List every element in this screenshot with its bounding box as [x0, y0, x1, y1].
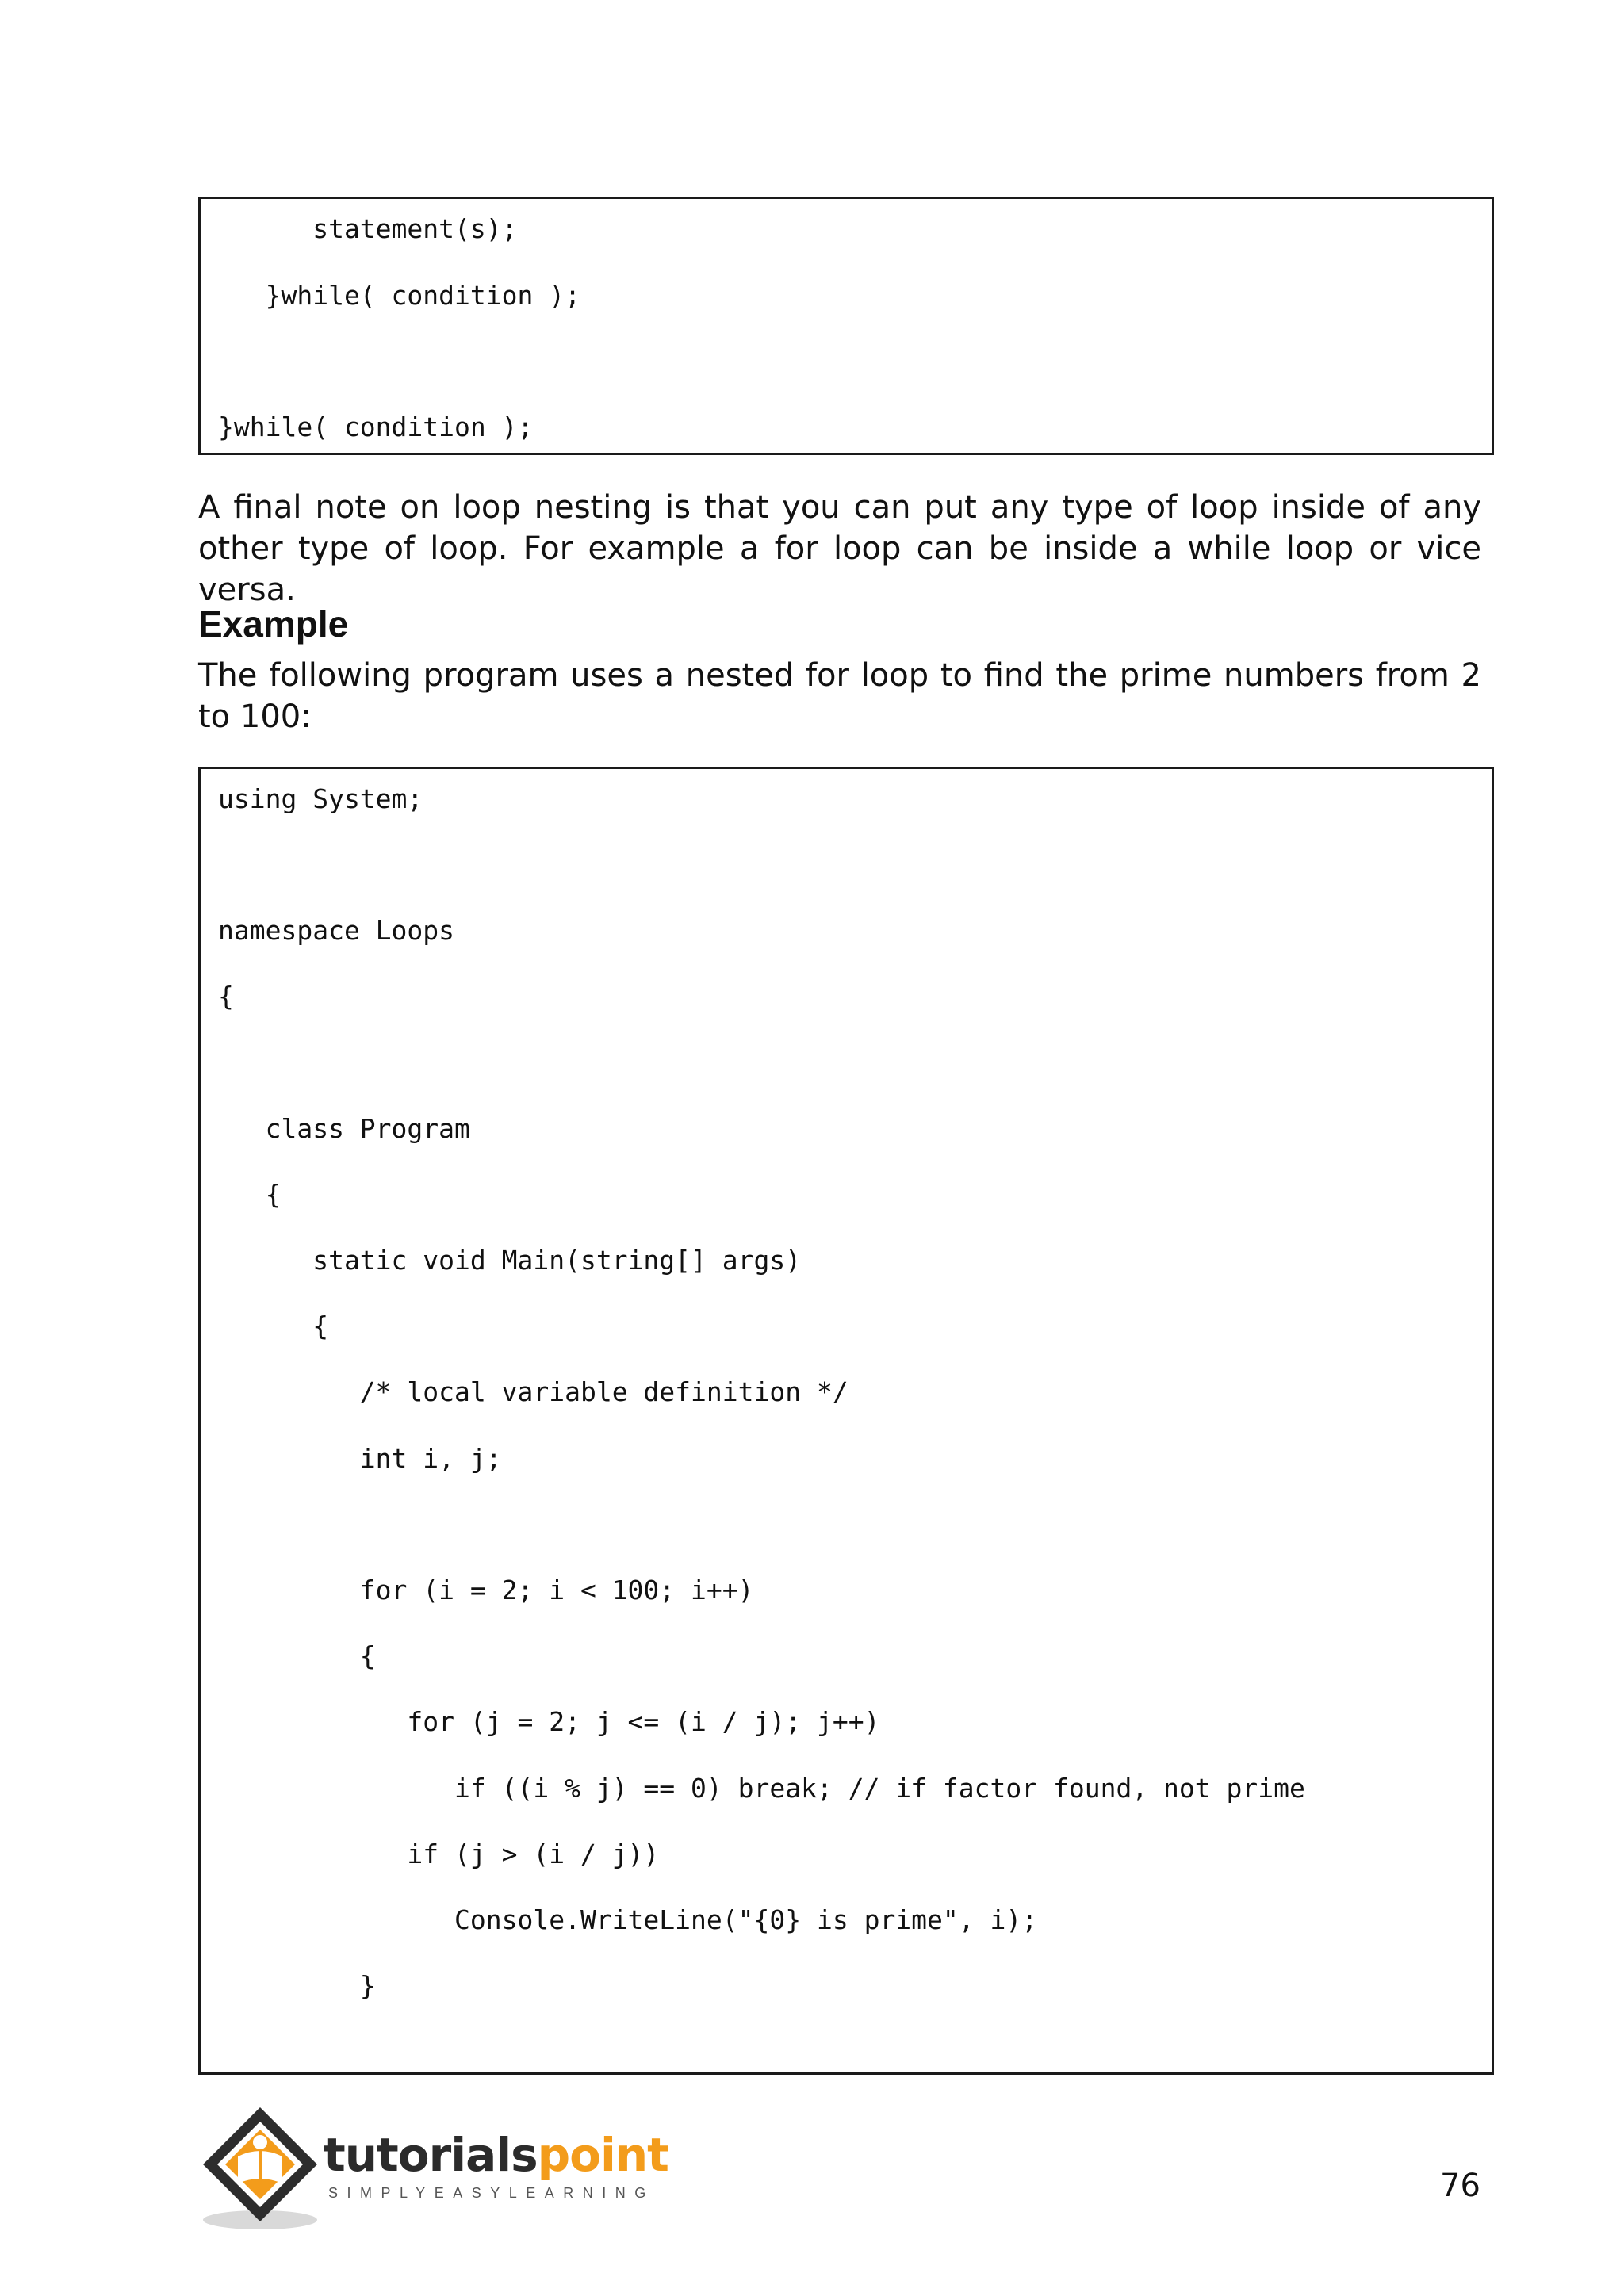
logo-text-accent: point: [537, 2128, 668, 2182]
code-line: }while( condition );: [218, 411, 534, 442]
logo-tagline: SIMPLYEASYLEARNING: [328, 2185, 655, 2201]
code-line: static void Main(string[] args): [218, 1245, 802, 1276]
code-line: }: [218, 1970, 376, 2001]
logo-wordmark: [324, 2130, 668, 2180]
code-line: int i, j;: [218, 1443, 502, 1474]
note-paragraph: A final note on loop nesting is that you can put any type of loop inside of any other type of loop. For example a for loop can be inside a while loop or vice versa.: [198, 489, 1481, 608]
code-line: {: [218, 1179, 282, 1210]
example-intro: The following program uses a nested for loop to find the prime numbers from 2 to 100:: [198, 657, 1481, 735]
code-line: if (j > (i / j)): [218, 1839, 660, 1869]
code-line: using System;: [218, 783, 423, 814]
tutorialspoint-logo: [197, 2101, 668, 2236]
code-line: Console.WriteLine("{0} is prime", i);: [218, 1904, 1038, 1935]
logo-emblem-icon: [197, 2101, 324, 2236]
example-heading: Example: [198, 603, 349, 645]
code-line: for (i = 2; i < 100; i++): [218, 1575, 754, 1605]
page-number: 76: [1440, 2168, 1480, 2204]
code-line: if ((i % j) == 0) break; // if factor found, not prime: [218, 1773, 1305, 1804]
code-line: class Program: [218, 1113, 470, 1144]
code-line: }while( condition );: [218, 280, 580, 311]
code-line: for (j = 2; j <= (i / j); j++): [218, 1706, 880, 1737]
code-line: {: [218, 1311, 329, 1341]
code-line: namespace Loops: [218, 915, 455, 946]
code-line: {: [218, 1640, 376, 1671]
logo-text-dark: tutorials: [324, 2128, 538, 2182]
code-block-program: [198, 767, 1494, 2075]
code-line: /* local variable definition */: [218, 1376, 848, 1407]
code-line: {: [218, 981, 234, 1012]
code-line: statement(s);: [218, 213, 518, 244]
code-block-syntax: [198, 197, 1494, 455]
